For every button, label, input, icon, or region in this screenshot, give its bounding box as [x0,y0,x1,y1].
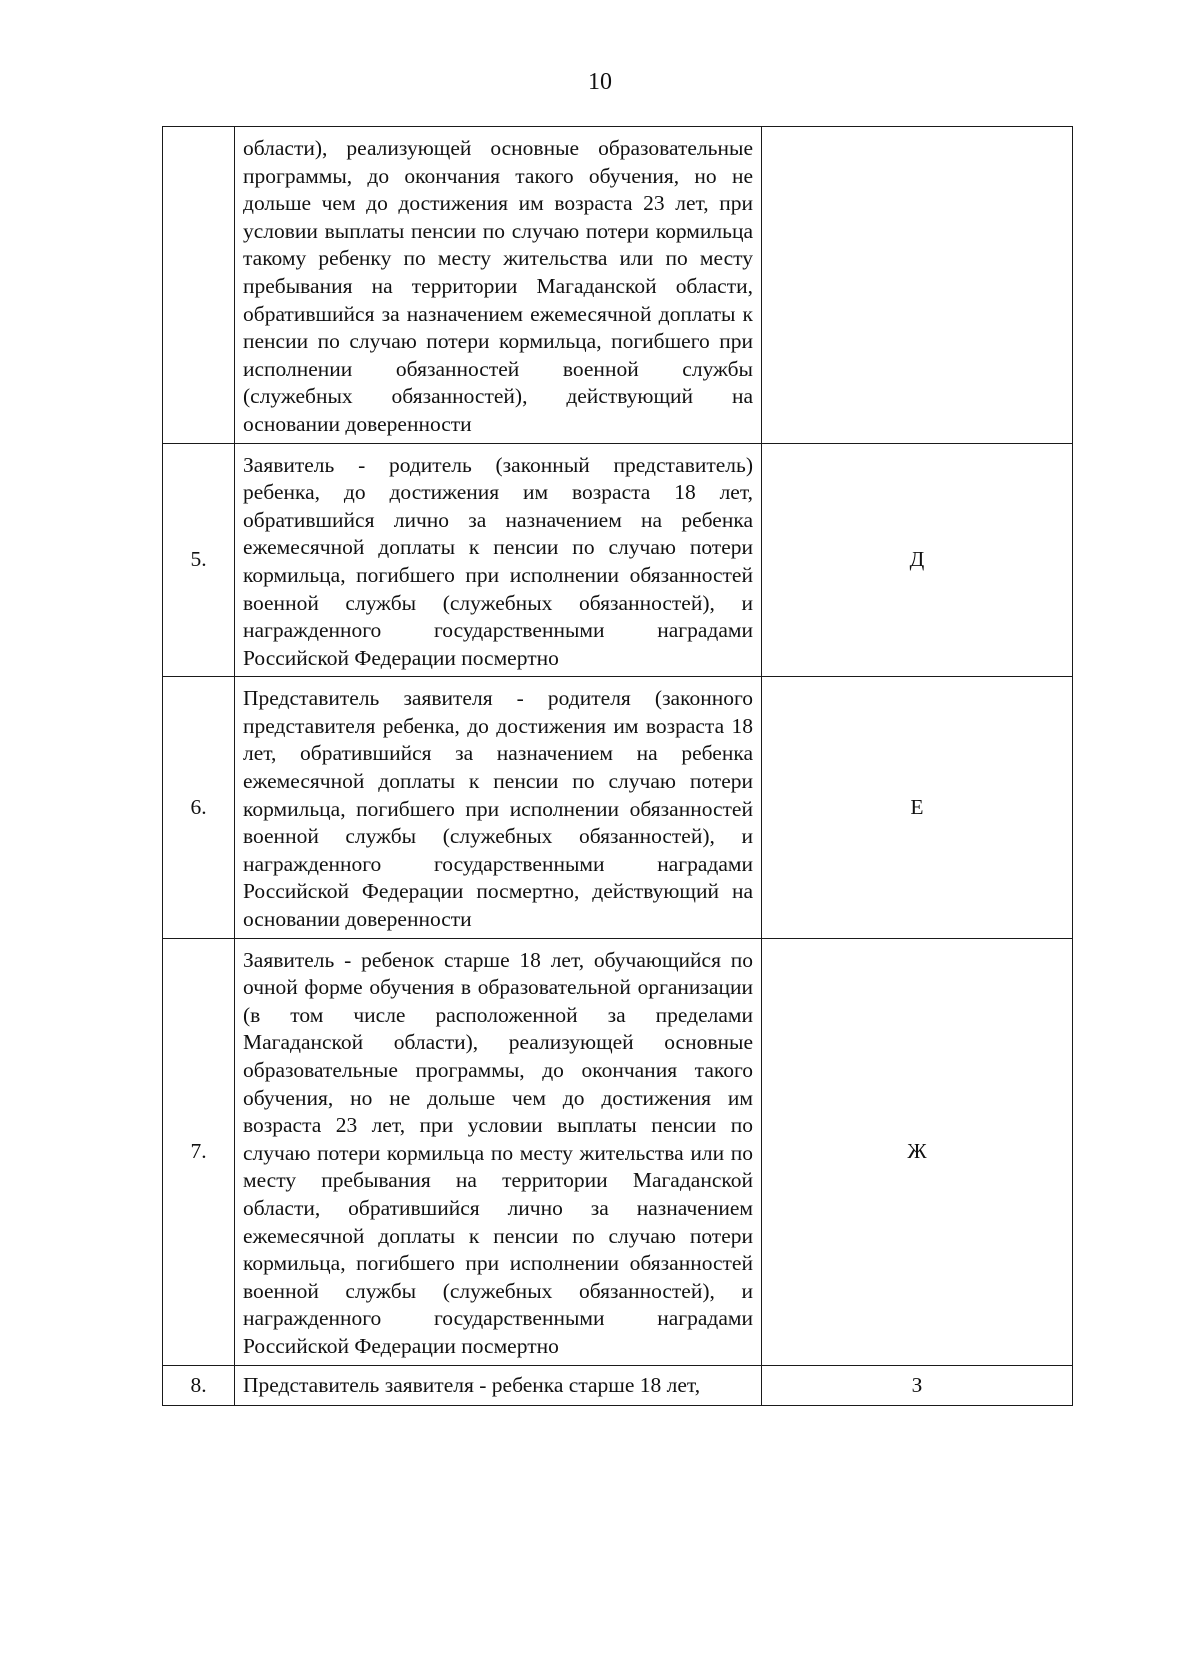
row-code-cell: Ж [762,938,1073,1365]
applicant-variants-table [162,126,1073,1406]
table-row [163,443,1073,677]
table-row [163,1365,1073,1406]
row-code-cell [762,127,1073,444]
row-description-cell: Заявитель - ребенок старше 18 лет, обучающийся по очной форме обучения в образовательной организации (в том числе расположенной за пределами Магаданской области), реализующей основные образовательные программы, до окончания такого обучения, но не дольше чем до достижения им возраста 23 лет, при условии выплаты пенсии по случаю потери кормильца по месту жительства или по месту пребывания на территории Магаданской области, обратившийся лично за назначением ежемесячной доплаты к пенсии по случаю потери кормильца, погибшего при исполнении обязанностей военной службы (служебных обязанностей), и награжденного государственными наградами Российской Федерации посмертно [235,938,762,1365]
row-number-cell: 8. [163,1365,235,1406]
row-description-cell: Представитель заявителя - родителя (законного представителя ребенка, до достижения им возраста 18 лет, обратившийся за назначением на ребенка ежемесячной доплаты к пенсии по случаю потери кормильца, погибшего при исполнении обязанностей военной службы (служебных обязанностей), и награжденного государственными наградами Российской Федерации посмертно, действующий на основании доверенности [235,677,762,938]
row-code-cell: Е [762,677,1073,938]
table-row [163,677,1073,938]
row-description-cell: Заявитель - родитель (законный представитель) ребенка, до достижения им возраста 18 лет, обратившийся лично за назначением на ребенка ежемесячной доплаты к пенсии по случаю потери кормильца, погибшего при исполнении обязанностей военной службы (служебных обязанностей), и награжденного государственными наградами Российской Федерации посмертно [235,443,762,677]
row-number-cell: 7. [163,938,235,1365]
table-row [163,127,1073,444]
row-code-cell: Д [762,443,1073,677]
row-description-cell: Представитель заявителя - ребенка старше 18 лет, [235,1365,762,1406]
table-row [163,938,1073,1365]
row-number-cell: 5. [163,443,235,677]
row-description-cell: области), реализующей основные образовательные программы, до окончания такого обучения, но не дольше чем до достижения им возраста 23 лет, при условии выплаты пенсии по случаю потери кормильца такому ребенку по месту жительства или по месту пребывания на территории Магаданской области, обратившийся за назначением ежемесячной доплаты к пенсии по случаю потери кормильца, погибшего при исполнении обязанностей военной службы (служебных обязанностей), действующий на основании доверенности [235,127,762,444]
row-number-cell [163,127,235,444]
row-number-cell: 6. [163,677,235,938]
row-code-cell: З [762,1365,1073,1406]
page-number: 10 [588,69,612,95]
